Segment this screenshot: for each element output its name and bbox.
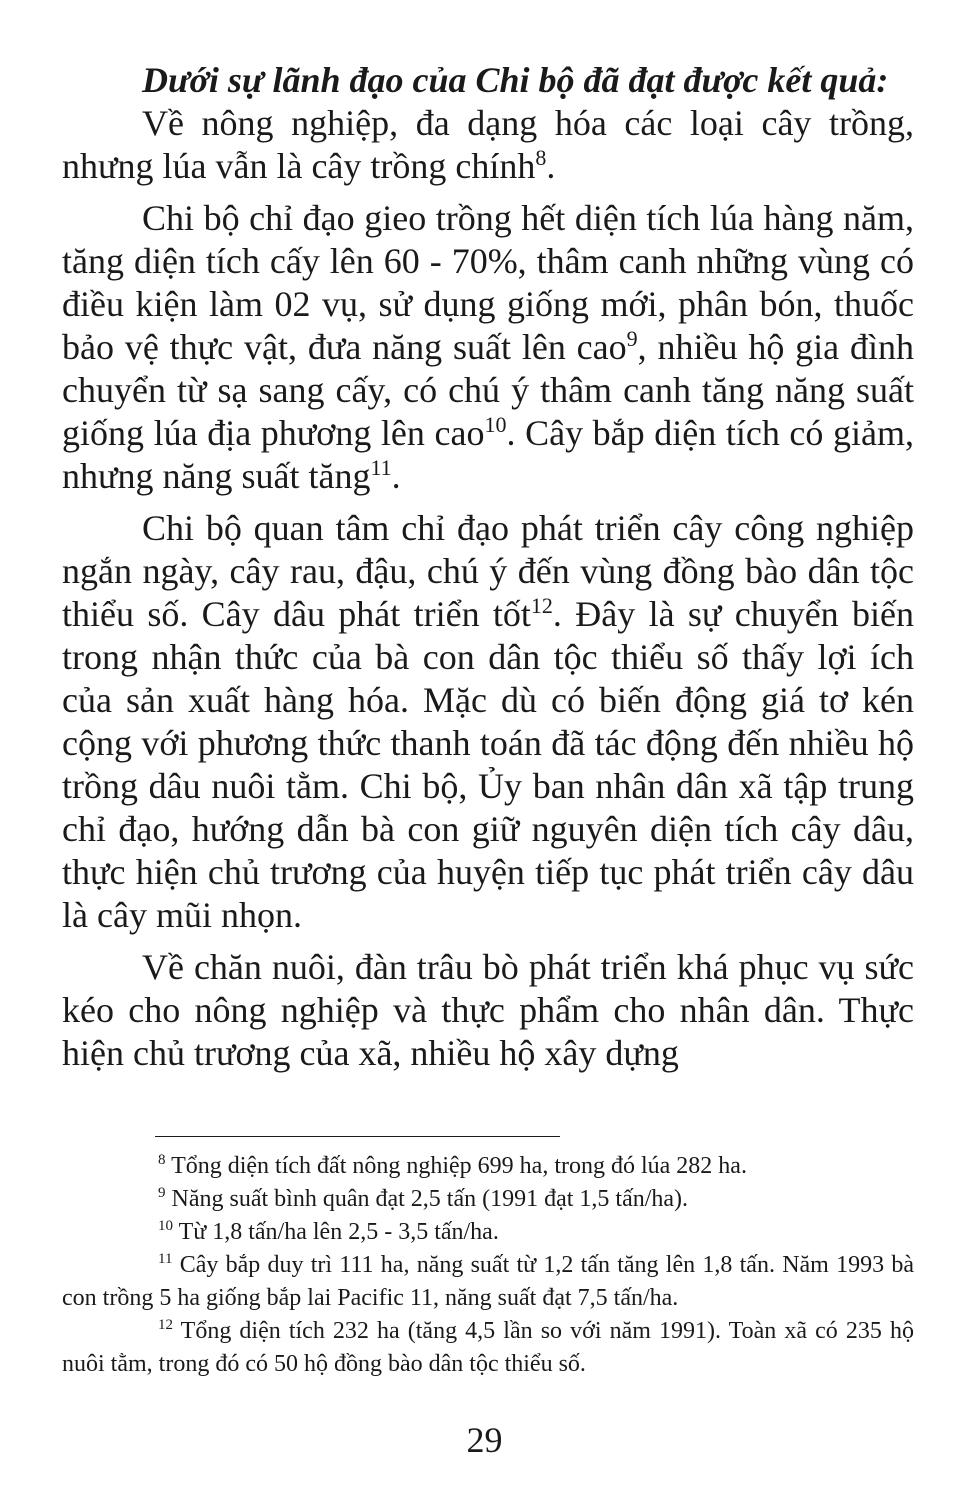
- body-text: [62, 102, 914, 1075]
- footnote-number: 12: [158, 1317, 173, 1333]
- footnote-number: 10: [158, 1218, 173, 1234]
- paragraph: [62, 102, 914, 188]
- page-number: 29: [466, 1420, 503, 1460]
- footnote-ref: 8: [535, 145, 547, 170]
- footnote-ref: 10: [484, 412, 507, 437]
- footnote-text: Cây bắp duy trì 111 ha, năng suất từ 1,2 tấn tăng lên 1,8 tấn. Năm 1993 bà con trồng 5 ha giống bắp lai Pacific 11, năng suất đạt 7,5 tấn/ha.: [62, 1252, 914, 1311]
- footnote: [62, 1315, 914, 1381]
- footnote: [62, 1150, 914, 1183]
- paragraph-text: .: [546, 146, 556, 186]
- footnote-number: 11: [158, 1251, 173, 1267]
- footnote-ref: 11: [370, 455, 392, 480]
- paragraph-text: , nhiều hộ gia đình chuyển từ sạ sang cấy, có chú ý thâm canh tăng năng suất giống lúa địa phương lên cao: [62, 327, 915, 453]
- footnote: [62, 1183, 914, 1216]
- paragraph-text: . Cây bắp diện tích có giảm, nhưng năng suất tăng: [62, 413, 914, 496]
- footnote-text: Từ 1,8 tấn/ha lên 2,5 - 3,5 tấn/ha.: [173, 1219, 499, 1245]
- footnote: [62, 1216, 914, 1249]
- footnote-divider: [155, 1136, 560, 1137]
- footnote-text: Tổng diện tích đất nông nghiệp 699 ha, trong đó lúa 282 ha.: [165, 1153, 747, 1179]
- paragraph: [62, 197, 914, 498]
- paragraph-text: .: [391, 456, 401, 496]
- footnote-number: 9: [158, 1185, 166, 1201]
- footnote: [62, 1249, 914, 1315]
- paragraph: [62, 507, 914, 937]
- paragraph: [62, 946, 914, 1075]
- footnote-ref: 12: [530, 593, 553, 618]
- footnotes: [62, 1150, 914, 1381]
- section-heading: Dưới sự lãnh đạo của Chi bộ đã đạt được kết quả:: [142, 60, 889, 100]
- paragraph-text: . Đây là sự chuyển biến trong nhận thức của bà con dân tộc thiểu số thấy lợi ích của sản xuất hàng hóa. Mặc dù có biến động giá tơ kén cộng với phương thức thanh toán đã tác động đến nhiều hộ trồng dâu nuôi tằm. Chi bộ, Ủy ban nhân dân xã tập trung chỉ đạo, hướng dẫn bà con giữ nguyên diện tích cây dâu, thực hiện chủ trương của huyện tiếp tục phát triển cây dâu là cây mũi nhọn.: [62, 594, 914, 935]
- paragraph-text: Chi bộ chỉ đạo gieo trồng hết diện tích lúa hàng năm, tăng diện tích cấy lên 60 - 70%, thâm canh những vùng có điều kiện làm 02 vụ, sử dụng giống mới, phân bón, thuốc bảo vệ thực vật, đưa năng suất lên cao: [62, 198, 914, 367]
- footnote-number: 8: [158, 1152, 166, 1168]
- paragraph-text: Về nông nghiệp, đa dạng hóa các loại cây trồng, nhưng lúa vẫn là cây trồng chính: [62, 103, 914, 186]
- paragraph-text: Về chăn nuôi, đàn trâu bò phát triển khá phục vụ sức kéo cho nông nghiệp và thực phẩm cho nhân dân. Thực hiện chủ trương của xã, nhiều hộ xây dựng: [62, 947, 914, 1073]
- footnote-text: Năng suất bình quân đạt 2,5 tấn (1991 đạt 1,5 tấn/ha).: [165, 1186, 689, 1212]
- paragraph-text: Chi bộ quan tâm chỉ đạo phát triển cây công nghiệp ngắn ngày, cây rau, đậu, chú ý đến vùng đồng bào dân tộc thiểu số. Cây dâu phát triển tốt: [62, 508, 914, 634]
- footnote-text: Tổng diện tích 232 ha (tăng 4,5 lần so với năm 1991). Toàn xã có 235 hộ nuôi tằm, trong đó có 50 hộ đồng bào dân tộc thiểu số.: [62, 1318, 914, 1377]
- footnote-ref: 9: [626, 326, 638, 351]
